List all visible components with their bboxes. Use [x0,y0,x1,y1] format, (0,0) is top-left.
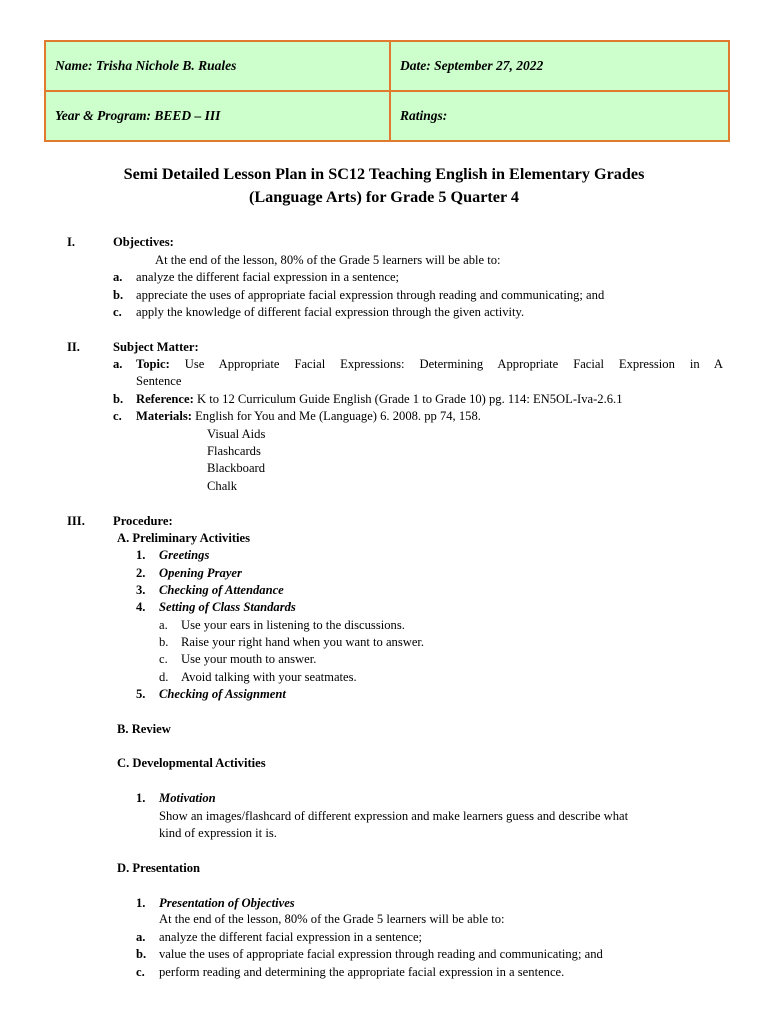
presentation-label: Presentation of Objectives [159,896,295,910]
objective-a-text: analyze the different facial expression in a sentence; [136,270,400,284]
presentation-objective-marker: b. [136,947,147,961]
topic-text: Use Appropriate Facial Expressions: Determining Appropriate Facial Expression in A [184,357,723,371]
name-cell: Name: Trisha Nichole B. Ruales [45,41,390,91]
topic-line-1 [136,357,723,372]
subject-numeral: II. [67,340,80,354]
objectives-heading: Objectives: [113,235,174,249]
topic-marker: a. [113,357,123,371]
presentation-objective: value the uses of appropriate facial expression through reading and communicating; and [159,947,603,961]
objective-b-text: appreciate the uses of appropriate facial expression through reading and communicating; and [136,288,605,302]
section-b-heading: B. Review [117,722,171,736]
material-item: Chalk [207,479,238,493]
document-title [40,163,728,209]
objective-c-text: apply the knowledge of different facial expression through the given activity. [136,305,525,319]
standard-marker: a. [159,618,168,632]
prelim-number: 1. [136,548,146,562]
standard-item: Use your mouth to answer. [181,652,317,666]
ratings-cell: Ratings: [390,91,729,141]
presentation-number: 1. [136,896,146,910]
section-a-heading: A. Preliminary Activities [117,531,251,545]
header-table [44,40,730,142]
prelim-item: Greetings [159,548,210,562]
prelim-item: Checking of Assignment [159,687,286,701]
standard-marker: c. [159,652,168,666]
motivation-label: Motivation [159,791,216,805]
motivation-line-1: Show an images/flashcard of different expression and make learners guess and describe what [159,809,629,823]
material-item: Blackboard [207,461,266,475]
year-program-cell: Year & Program: BEED – III [45,91,390,141]
presentation-objective: analyze the different facial expression in a sentence; [159,930,423,944]
subject-heading: Subject Matter: [113,340,199,354]
motivation-line-2: kind of expression it is. [159,826,277,840]
reference-line [136,392,623,407]
prelim-number: 5. [136,687,146,701]
materials-label: Materials: [136,409,192,423]
title-line-1: Semi Detailed Lesson Plan in SC12 Teaching English in Elementary Grades [123,165,645,183]
material-item: Visual Aids [207,427,266,441]
motivation-number: 1. [136,791,146,805]
material-item: Flashcards [207,444,261,458]
procedure-heading: Procedure: [113,514,173,528]
standard-item: Use your ears in listening to the discussions. [181,618,405,632]
objectives-intro: At the end of the lesson, 80% of the Grade 5 learners will be able to: [155,253,501,267]
section-c-heading: C. Developmental Activities [117,756,266,770]
topic-line-2: Sentence [136,374,182,388]
prelim-number: 3. [136,583,146,597]
prelim-item: Checking of Attendance [159,583,284,597]
section-d-heading: D. Presentation [117,861,201,875]
procedure-numeral: III. [67,514,85,528]
standard-item: Raise your right hand when you want to answer. [181,635,425,649]
presentation-objective-marker: c. [136,965,145,979]
title-line-2: (Language Arts) for Grade 5 Quarter 4 [248,188,520,206]
presentation-objective-marker: a. [136,930,146,944]
prelim-item: Setting of Class Standards [159,600,296,614]
presentation-objective: perform reading and determining the appropriate facial expression in a sentence. [159,965,565,979]
presentation-intro: At the end of the lesson, 80% of the Grade 5 learners will be able to: [159,912,505,926]
objective-a-marker: a. [113,270,123,284]
standard-item: Avoid talking with your seatmates. [181,670,357,684]
prelim-number: 4. [136,600,146,614]
materials-line [136,409,481,424]
topic-label: Topic: [136,357,170,371]
date-cell: Date: September 27, 2022 [390,41,729,91]
objectives-numeral: I. [67,235,76,249]
reference-marker: b. [113,392,124,406]
reference-text: K to 12 Curriculum Guide English (Grade 1 to Grade 10) pg. 114: EN5OL-Iva-2.6.1 [196,392,623,406]
materials-marker: c. [113,409,122,423]
prelim-item: Opening Prayer [159,566,242,580]
standard-marker: d. [159,670,169,684]
objective-c-marker: c. [113,305,122,319]
materials-text: English for You and Me (Language) 6. 2008. pp 74, 158. [195,409,481,423]
objective-b-marker: b. [113,288,124,302]
prelim-number: 2. [136,566,146,580]
reference-label: Reference: [136,392,194,406]
standard-marker: b. [159,635,169,649]
